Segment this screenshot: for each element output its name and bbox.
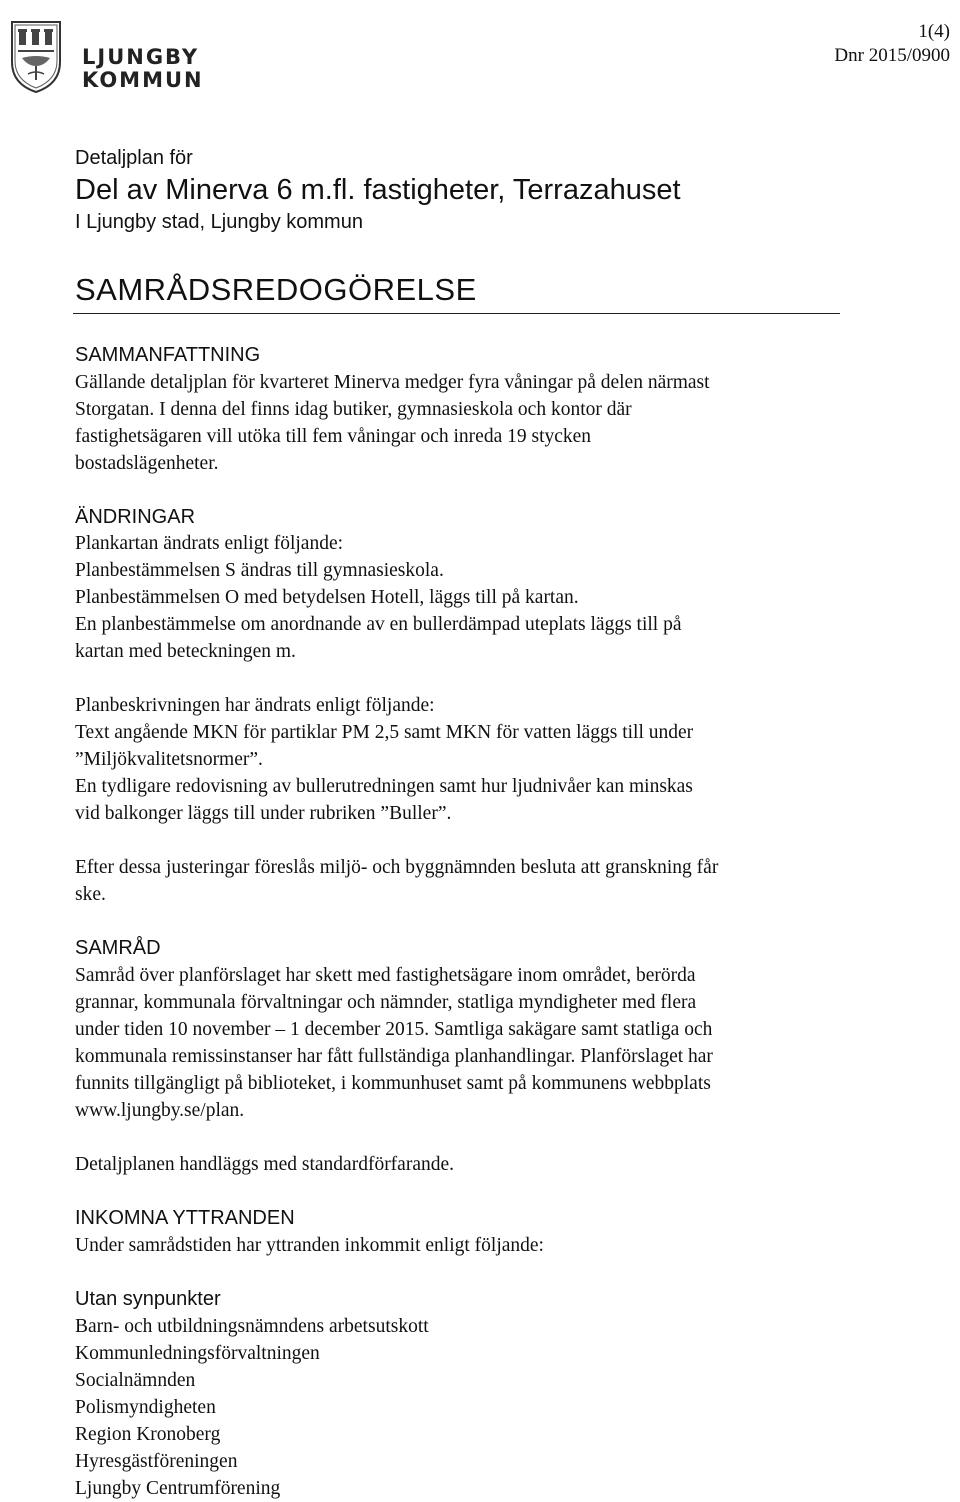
paragraph-line: funnits tillgängligt på biblioteket, i kommunhuset samt på kommunens webbplats — [75, 1073, 711, 1094]
paragraph-line: ske. — [75, 884, 106, 905]
samrad-procedure: Detaljplanen handläggs med standardförfarande. — [75, 1154, 455, 1175]
paragraph-line: www.ljungby.se/plan. — [75, 1100, 245, 1121]
paragraph-line: kommunala remissinstanser har fått fullständiga planhandlingar. Planförslaget har — [75, 1046, 713, 1067]
section-heading-yttranden: INKOMNA YTTRANDEN — [75, 1207, 295, 1229]
paragraph-line: fastighetsägaren vill utöka till fem våningar och inreda 19 stycken — [75, 426, 592, 447]
logo-line-1: LJUNGBY — [82, 45, 200, 69]
paragraph-line: Storgatan. I denna del finns idag butiker, gymnasieskola och kontor där — [75, 399, 632, 420]
list-item: Kommunledningsförvaltningen — [75, 1343, 320, 1364]
logo-line-2: KOMMUN — [82, 68, 204, 92]
paragraph-line: grannar, kommunala förvaltningar och nämnder, statliga myndigheter med flera — [75, 992, 697, 1013]
paragraph-line: bostadslägenheter. — [75, 453, 219, 474]
document-meta — [834, 20, 950, 68]
list-item: Socialnämnden — [75, 1370, 196, 1391]
paragraph-line: under tiden 10 november – 1 december 2015. Samtliga sakägare samt statliga och — [75, 1019, 713, 1040]
page-title: Del av Minerva 6 m.fl. fastigheter, Terrazahuset — [75, 174, 681, 206]
samrad-paragraph — [75, 962, 713, 1124]
heading-divider — [73, 313, 840, 314]
paragraph-line: Plankartan ändrats enligt följande: — [75, 533, 344, 554]
andringar-conclusion-block — [75, 854, 718, 908]
list-item: Polismyndigheten — [75, 1397, 216, 1418]
list-item: Region Kronoberg — [75, 1424, 221, 1445]
section-heading-samrad: SAMRÅD — [75, 937, 161, 959]
andringar-plankarta-block — [75, 530, 682, 665]
andringar-planbeskrivning-block — [75, 692, 693, 827]
paragraph-line: kartan med beteckningen m. — [75, 641, 296, 662]
subheading-utan-synpunkter: Utan synpunkter — [75, 1288, 221, 1310]
paragraph-line: En tydligare redovisning av bullerutredningen samt hur ljudnivåer kan minskas — [75, 776, 693, 797]
document-type-heading: SAMRÅDSREDOGÖRELSE — [75, 272, 477, 307]
coat-of-arms-icon — [8, 18, 64, 94]
paragraph-line: Planbeskrivningen har ändrats enligt följande: — [75, 695, 435, 716]
municipality-logo — [8, 18, 204, 94]
page-number: 1(4) — [918, 21, 950, 42]
logo-wordmark — [82, 46, 204, 92]
document-number: Dnr 2015/0900 — [834, 45, 950, 66]
section-heading-andringar: ÄNDRINGAR — [75, 506, 196, 528]
yttranden-intro: Under samrådstiden har yttranden inkommit enligt följande: — [75, 1235, 544, 1256]
list-item: Barn- och utbildningsnämndens arbetsutskott — [75, 1316, 429, 1337]
sammanfattning-paragraph — [75, 369, 710, 477]
paragraph-line: Samråd över planförslaget har skett med fastighetsägare inom området, berörda — [75, 965, 696, 986]
location-subtitle: I Ljungby stad, Ljungby kommun — [75, 211, 363, 233]
paragraph-line: Efter dessa justeringar föreslås miljö- och byggnämnden besluta att granskning får — [75, 857, 719, 878]
paragraph-line: Planbestämmelsen O med betydelsen Hotell, läggs till på kartan. — [75, 587, 579, 608]
paragraph-line: Text angående MKN för partiklar PM 2,5 samt MKN för vatten läggs till under — [75, 722, 694, 743]
section-heading-sammanfattning: SAMMANFATTNING — [75, 344, 261, 366]
list-item: Hyresgästföreningen — [75, 1451, 238, 1472]
pretitle: Detaljplan för — [75, 147, 193, 169]
paragraph-line: vid balkonger läggs till under rubriken ”Buller”. — [75, 803, 452, 824]
yttranden-list — [75, 1313, 429, 1502]
paragraph-line: ”Miljökvalitetsnormer”. — [75, 749, 263, 770]
list-item: Ljungby Centrumförening — [75, 1478, 281, 1499]
paragraph-line: Planbestämmelsen S ändras till gymnasieskola. — [75, 560, 444, 581]
paragraph-line: En planbestämmelse om anordnande av en bullerdämpad uteplats läggs till på — [75, 614, 682, 635]
paragraph-line: Gällande detaljplan för kvarteret Minerva medger fyra våningar på delen närmast — [75, 372, 710, 393]
